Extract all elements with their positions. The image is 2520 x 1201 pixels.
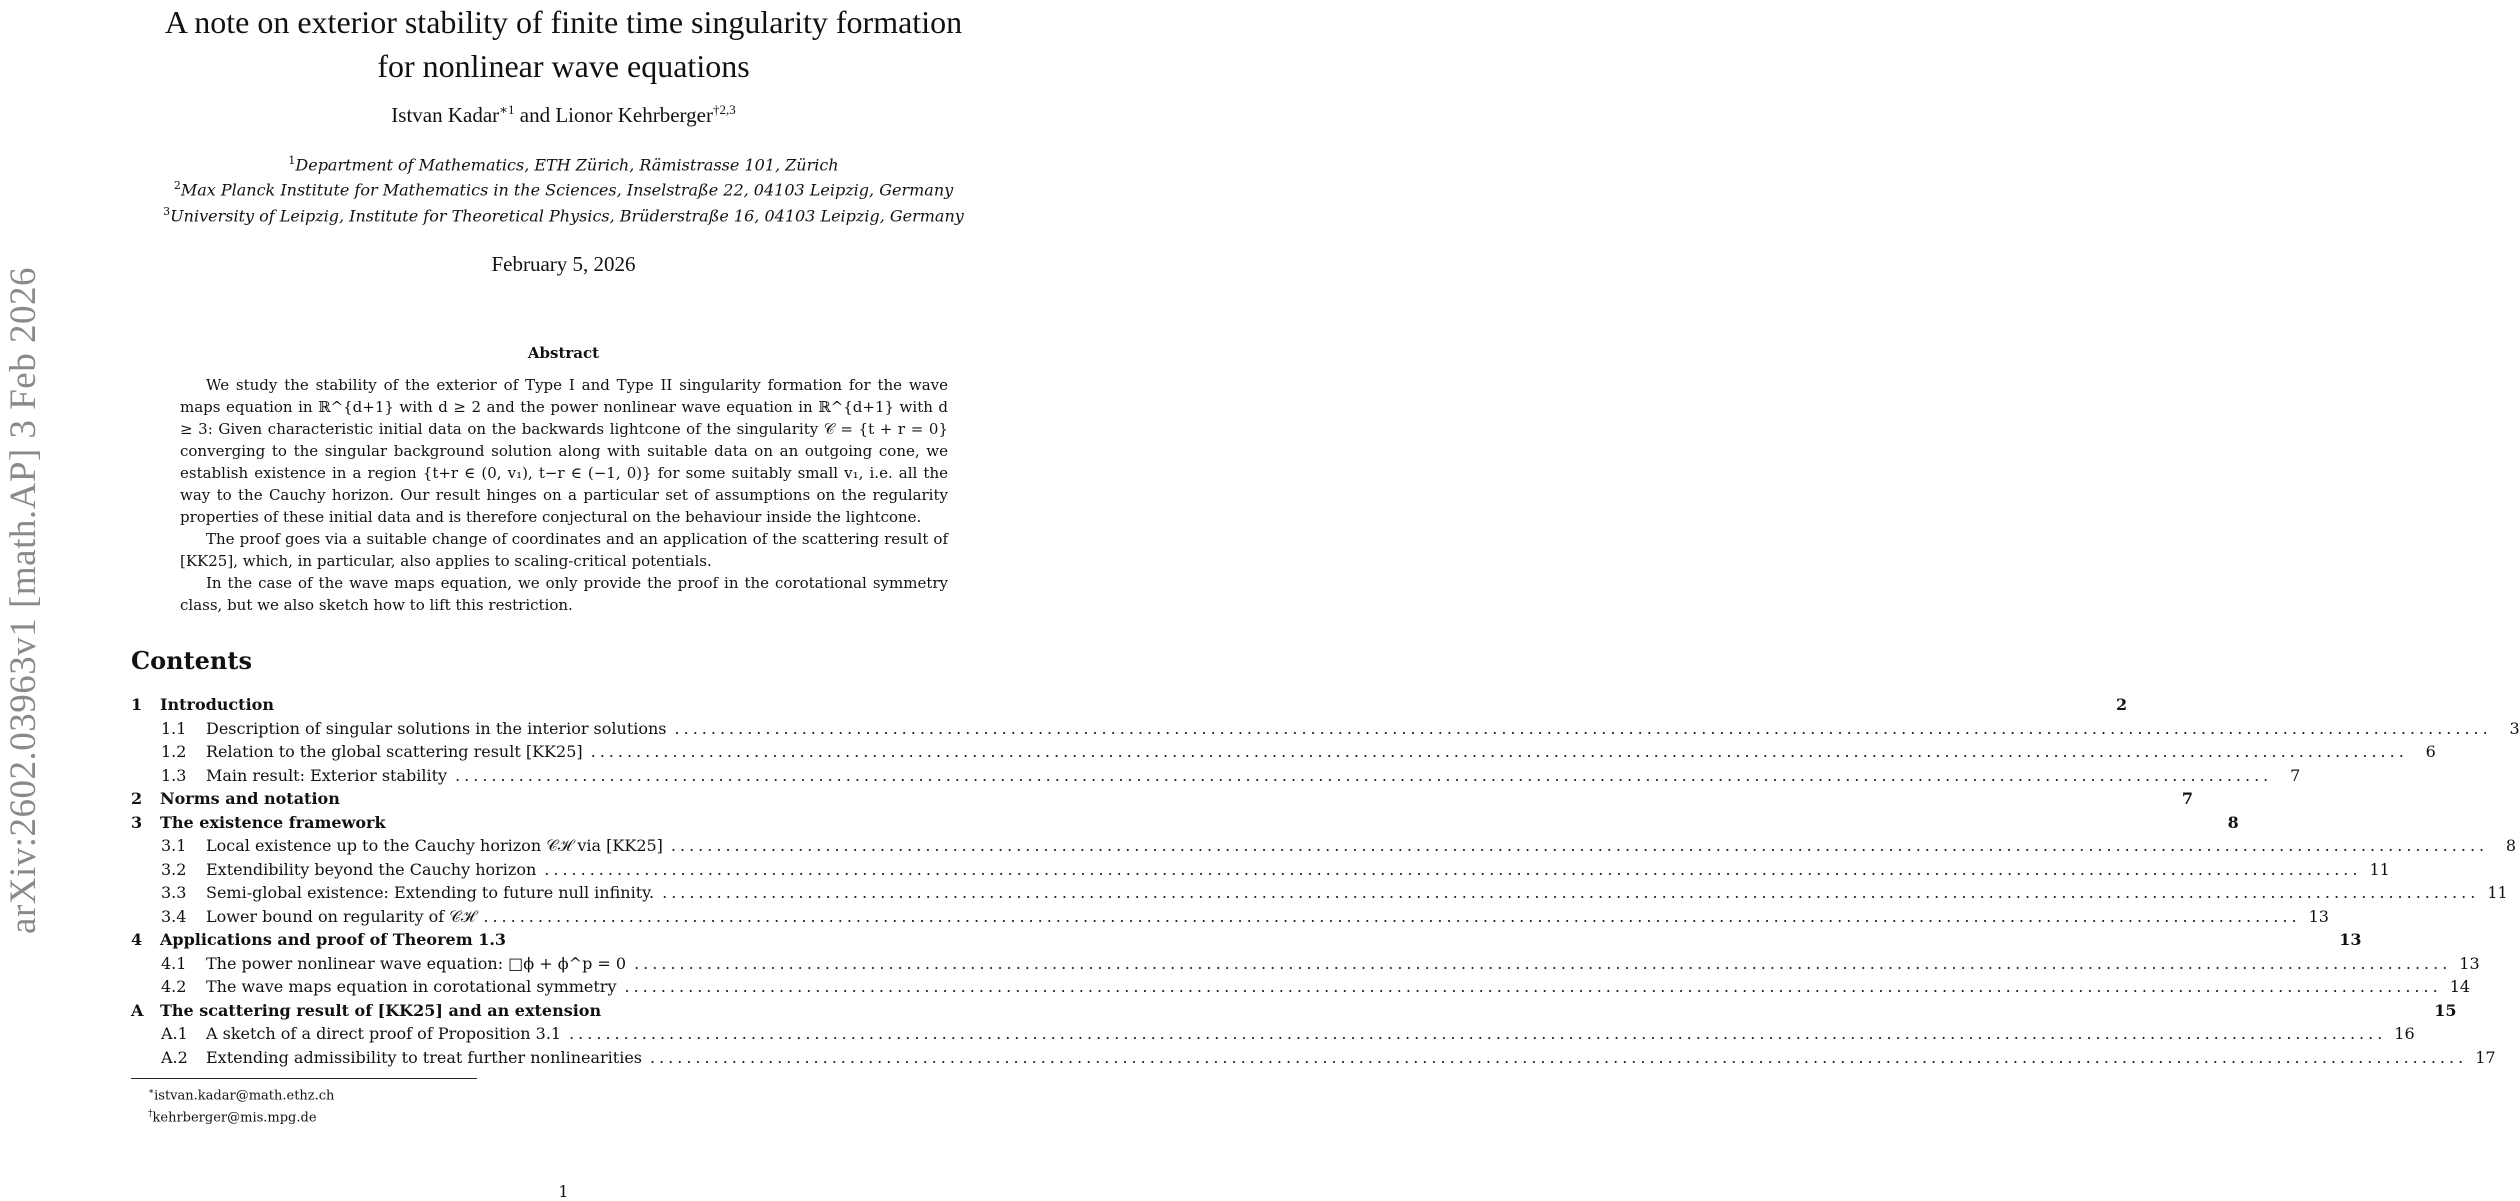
toc-entry-page: 11 xyxy=(2369,859,2390,879)
toc-entry-label: Relation to the global scattering result [KK25] xyxy=(206,742,583,761)
toc-entry-label: Semi-global existence: Extending to future null infinity. xyxy=(206,883,655,902)
affiliation-text: University of Leipzig, Institute for Theoretical Physics, Brüderstraße 16, 04103 Leipzig, Germany xyxy=(170,205,964,225)
author-1-marks: ∗1 xyxy=(499,102,515,117)
toc-entry-label: Description of singular solutions in the interior solutions xyxy=(206,718,667,738)
toc-entry-label: The scattering result of [KK25] and an extension xyxy=(160,1000,602,1020)
footnote-email-1: istvan.kadar@math.ethz.ch xyxy=(154,1088,335,1104)
author-2: Lionor Kehrberger xyxy=(555,103,713,127)
toc-entry-page: 6 xyxy=(2425,742,2436,761)
toc-entry-label: Local existence up to the Cauchy horizon 𝒞ℋ via [KK25] xyxy=(206,836,663,855)
author-separator: and xyxy=(514,103,556,127)
toc-leader-dots: ........................................................................................................................................................................................................ xyxy=(544,859,2362,879)
toc-entry-page: 13 xyxy=(2339,930,2362,949)
toc-entry[interactable] xyxy=(131,1000,2457,1025)
toc-entry-label: Extendibility beyond the Cauchy horizon xyxy=(206,859,537,879)
toc-leader-dots: ........................................................................................................................................................................................................ xyxy=(670,836,2489,855)
toc-entry[interactable] xyxy=(131,953,2480,978)
toc-entry-page: 8 xyxy=(2505,836,2517,855)
toc-entry[interactable] xyxy=(131,906,2329,931)
footnote-rule xyxy=(131,1078,477,1079)
toc-leader-dots: ........................................................................................................................................................................................................ xyxy=(650,1047,2468,1067)
toc-entry-label: The wave maps equation in corotational symmetry xyxy=(206,977,617,996)
paper-date: February 5, 2026 xyxy=(491,252,636,276)
toc-leader-dots: ........................................................................................................................................................................................................ xyxy=(483,906,2301,926)
table-of-contents xyxy=(131,695,2520,1071)
footnote-2 xyxy=(148,1105,334,1127)
toc-entry-number: 1 xyxy=(131,695,143,714)
affiliation-3 xyxy=(130,201,997,226)
toc-leader-dots: ........................................................................................................................................................................................................ xyxy=(624,977,2442,996)
abstract-body xyxy=(180,374,948,616)
toc-entry-number: 1.3 xyxy=(161,765,187,785)
toc-entry[interactable] xyxy=(131,789,2194,813)
abstract-paragraph-2: The proof goes via a suitable change of coordinates and an application of the scattering result of [KK25], which, in particular, also applies to scaling-critical potentials. xyxy=(180,530,948,570)
title-line-1: A note on exterior stability of finite time singularity formation xyxy=(164,4,963,40)
toc-entry-number: 3.3 xyxy=(161,883,187,902)
toc-entry-number: 1.1 xyxy=(161,718,187,738)
affiliation-1 xyxy=(130,150,997,175)
toc-entry-number: 3 xyxy=(131,812,143,832)
affiliations xyxy=(130,150,997,226)
toc-entry-label: The existence framework xyxy=(160,812,386,832)
toc-entry-number: 4.1 xyxy=(161,953,187,973)
toc-entry-page: 2 xyxy=(2116,695,2128,714)
toc-entry-label: Lower bound on regularity of 𝒞ℋ xyxy=(206,906,476,926)
toc-leader-dots: ........................................................................................................................................................................................................ xyxy=(569,1024,2387,1043)
toc-entry-number: A.2 xyxy=(161,1047,188,1067)
toc-entry-page: 16 xyxy=(2394,1024,2415,1043)
footnote-email-2: kehrberger@mis.mpg.de xyxy=(152,1110,317,1126)
abstract-paragraph-3: In the case of the wave maps equation, we only provide the proof in the corotational symmetry class, but we also sketch how to lift this restriction. xyxy=(180,574,948,614)
abstract-paragraph-1: We study the stability of the exterior of Type I and Type II singularity formation for the wave maps equation in ℝ^{d+1} with d ≥ 2 and the power nonlinear wave equation in ℝ^{d+1} with d ≥ 3: Given characteristic initial data on the backwards lightcone of the singularity 𝒞 = {t + r = 0} converging to the singular background solution along with suitable data on an outgoing cone, we establish existence in a region {t+r ∈ (0, v₁), t−r ∈ (−1, 0)} for some suitably small v₁, i.e. all the way to the Cauchy horizon. Our result hinges on a particular set of assumptions on the regularity properties of these initial data and is therefore conjectural on the behaviour inside the lightcone. xyxy=(180,376,948,526)
title-line-2: for nonlinear wave equations xyxy=(377,48,750,84)
affiliation-mark: 2 xyxy=(173,179,181,193)
toc-entry-number: 2 xyxy=(131,789,143,808)
affiliation-text: Department of Mathematics, ETH Zürich, Rämistrasse 101, Zürich xyxy=(295,155,839,175)
footnote-mark: ∗ xyxy=(148,1087,155,1097)
toc-entry-page: 17 xyxy=(2475,1047,2496,1067)
toc-entry-number: 3.1 xyxy=(161,836,187,855)
toc-leader-dots: ........................................................................................................................................................................................................ xyxy=(662,883,2480,902)
toc-entry-page: 14 xyxy=(2449,977,2471,996)
toc-entry-number: 4.2 xyxy=(161,977,187,996)
author-1: Istvan Kadar xyxy=(391,103,500,127)
abstract-heading: Abstract xyxy=(527,344,600,362)
author-line xyxy=(130,102,997,128)
toc-entry-page: 3 xyxy=(2509,718,2520,738)
toc-entry-label: Applications and proof of Theorem 1.3 xyxy=(160,930,507,949)
toc-entry-page: 8 xyxy=(2227,812,2239,832)
toc-entry-number: 3.4 xyxy=(161,906,187,926)
toc-entry[interactable] xyxy=(131,836,2517,860)
footnotes xyxy=(148,1083,334,1128)
toc-entry[interactable] xyxy=(131,695,2128,719)
toc-entry[interactable] xyxy=(131,930,2362,954)
toc-leader-dots: ........................................................................................................................................................................................................ xyxy=(674,718,2492,738)
paper-title xyxy=(130,0,997,88)
toc-entry-label: Introduction xyxy=(160,695,274,714)
toc-entry[interactable] xyxy=(131,1024,2415,1048)
toc-entry-label: Extending admissibility to treat further nonlinearities xyxy=(206,1047,642,1067)
author-2-marks: †2,3 xyxy=(712,102,736,117)
toc-entry-number: 1.2 xyxy=(161,742,187,761)
affiliation-2 xyxy=(130,175,997,200)
toc-entry-page: 13 xyxy=(2459,953,2480,973)
toc-entry-label: The power nonlinear wave equation: □ϕ + ϕ^p = 0 xyxy=(206,953,627,973)
toc-entry-page: 15 xyxy=(2434,1000,2457,1020)
toc-entry-page: 11 xyxy=(2487,883,2508,902)
toc-entry-page: 7 xyxy=(2181,789,2194,808)
toc-entry[interactable] xyxy=(131,742,2436,766)
footnote-1 xyxy=(148,1083,334,1105)
affiliation-mark: 3 xyxy=(163,204,171,218)
toc-leader-dots: ........................................................................................................................................................................................................ xyxy=(634,953,2452,973)
toc-entry-number: 4 xyxy=(131,930,143,949)
toc-entry-label: A sketch of a direct proof of Proposition 3.1 xyxy=(206,1024,562,1043)
toc-entry[interactable] xyxy=(131,718,2520,743)
toc-entry-label: Main result: Exterior stability xyxy=(206,765,448,785)
toc-entry-number: A xyxy=(131,1000,144,1020)
toc-entry[interactable] xyxy=(131,859,2390,884)
toc-entry-page: 7 xyxy=(2290,765,2301,785)
toc-leader-dots: ........................................................................................................................................................................................................ xyxy=(590,742,2408,761)
page-number: 1 xyxy=(558,1182,569,1201)
toc-entry[interactable] xyxy=(131,883,2508,907)
toc-entry-number: A.1 xyxy=(161,1024,188,1043)
toc-entry[interactable] xyxy=(131,1047,2496,1072)
toc-entry[interactable] xyxy=(131,765,2301,790)
arxiv-sidebar-stamp xyxy=(0,0,46,1200)
affiliation-text: Max Planck Institute for Mathematics in the Sciences, Inselstraße 22, 04103 Leipzig, Germany xyxy=(180,180,954,200)
toc-entry[interactable] xyxy=(131,977,2471,1001)
contents-heading: Contents xyxy=(131,646,252,675)
toc-entry-label: Norms and notation xyxy=(160,789,340,808)
toc-entry[interactable] xyxy=(131,812,2239,837)
toc-entry-number: 3.2 xyxy=(161,859,187,879)
affiliation-mark: 1 xyxy=(288,154,296,167)
toc-leader-dots: ........................................................................................................................................................................................................ xyxy=(455,765,2273,785)
arxiv-id: arXiv:2602.03963v1 [math.AP] 3 Feb 2026 xyxy=(2,266,44,934)
toc-entry-page: 13 xyxy=(2308,906,2329,926)
footnote-mark: † xyxy=(148,1109,153,1120)
